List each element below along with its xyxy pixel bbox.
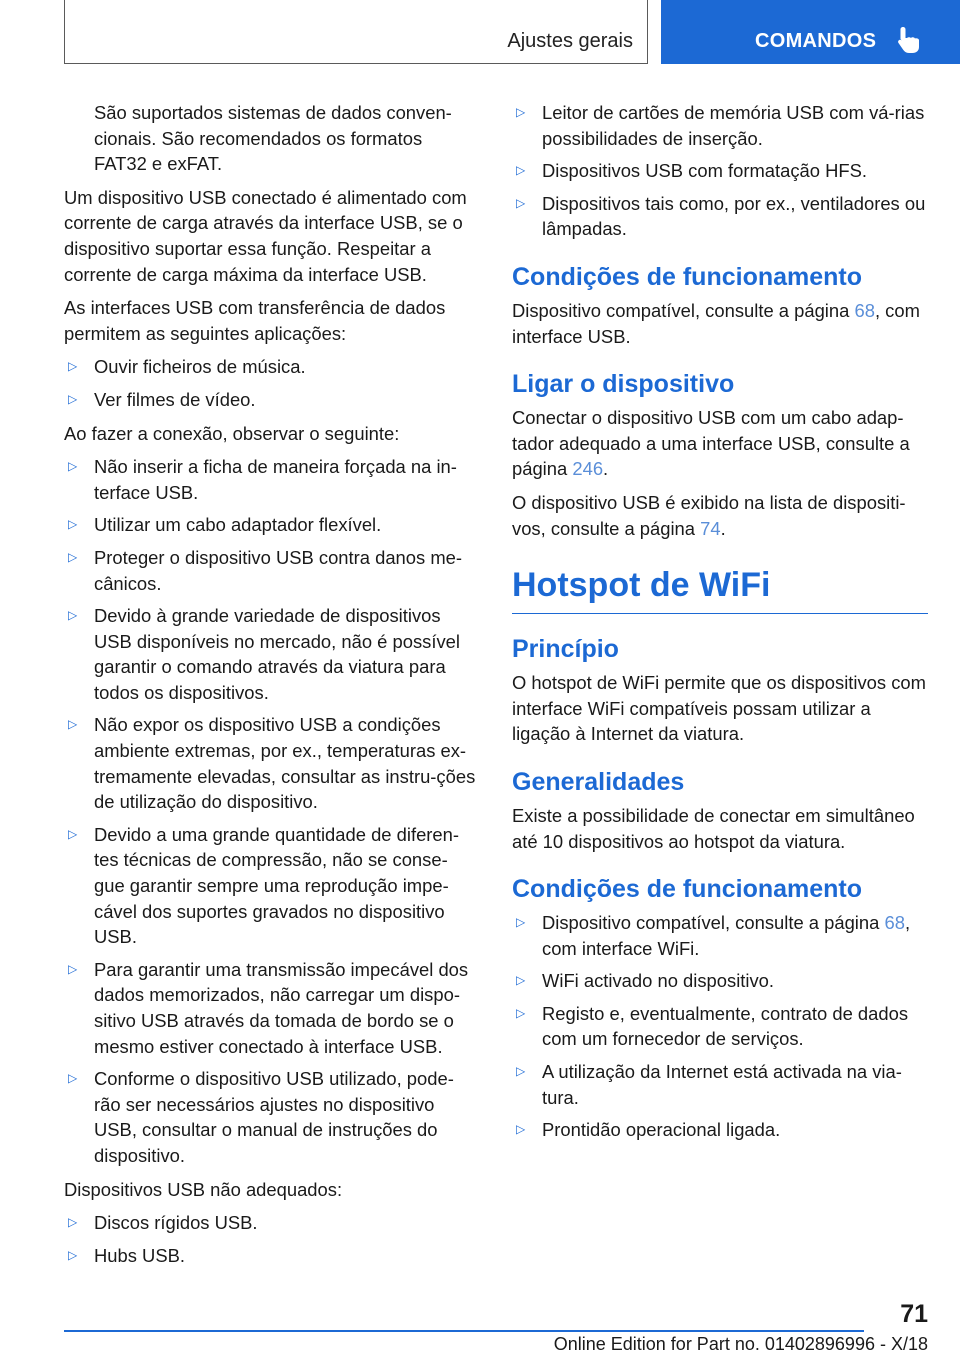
list-item: ▷ Utilizar um cabo adaptador flexível. <box>64 512 478 538</box>
paragraph-displayed: O dispositivo USB é exibido na lista de dispositi-vos, consulte a página 74. <box>512 491 906 539</box>
paragraph-unsuitable: Dispositivos USB não adequados: <box>64 1178 343 1200</box>
triangle-bullet-icon: ▷ <box>68 549 78 564</box>
triangle-bullet-icon: ▷ <box>516 915 526 930</box>
unsuitable-devices-list <box>64 1210 478 1268</box>
list-item: ▷ Ver filmes de vídeo. <box>64 387 478 413</box>
list-item: ▷ Não expor os dispositivo USB a condições ambiente extremas, por ex., temperaturas ex-tremamente elevadas, consultar as instru-ções de utilização do dispositivo. <box>68 714 476 813</box>
list-item: ▷ WiFi activado no dispositivo. <box>512 968 928 994</box>
wifi-conditions-list <box>512 910 928 1143</box>
connection-notes-list <box>64 454 478 1168</box>
triangle-bullet-icon: ▷ <box>516 973 526 988</box>
triangle-bullet-icon: ▷ <box>68 961 78 976</box>
page-link-68[interactable]: 68 <box>854 299 875 321</box>
page-link-246[interactable]: 246 <box>572 458 604 480</box>
triangle-bullet-icon: ▷ <box>68 608 78 623</box>
paragraph-compatible-usb: Dispositivo compatível, consulte a página 68, com interface USB. <box>512 299 920 347</box>
paragraph-connect: Conectar o dispositivo USB com um cabo adap-tador adequado a uma interface USB, consulte a página 246. <box>512 407 910 480</box>
page-header <box>0 0 960 66</box>
triangle-bullet-icon: ▷ <box>516 195 526 210</box>
footer-edition: Online Edition for Part no. 01402896996 - X/18 <box>553 1334 928 1354</box>
list-item: ▷ Devido a uma grande quantidade de diferen-tes técnicas de compressão, não se conse-gue garantir sempre uma reprodução impe-cável dos suportes gravados no dispositivo USB. <box>68 823 460 948</box>
page-link-68[interactable]: 68 <box>884 912 905 934</box>
list-item: ▷ Para garantir uma transmissão impecável dos dados memorizados, não carregar um dispo-sitivo USB através da tomada de bordo se o mesmo estiver conectado à interface USB. <box>68 958 469 1057</box>
hand-pointer-icon <box>897 26 923 54</box>
triangle-bullet-icon: ▷ <box>68 459 78 474</box>
heading-general: Generalidades <box>512 767 685 796</box>
heading-wifi-hotspot: Hotspot de WiFi <box>512 563 928 614</box>
paragraph-principle: O hotspot de WiFi permite que os dispositivos com interface WiFi compatíveis possam utilizar a ligação à Internet da viatura. <box>512 672 926 745</box>
unsuitable-devices-list-cont <box>512 100 928 242</box>
list-item: ▷ Prontidão operacional ligada. <box>512 1117 928 1143</box>
applications-list <box>64 354 478 412</box>
chapter-title: COMANDOS <box>755 30 877 52</box>
triangle-bullet-icon: ▷ <box>68 391 78 406</box>
triangle-bullet-icon: ▷ <box>516 1122 526 1137</box>
footer-divider <box>64 1330 864 1332</box>
page-link-74[interactable]: 74 <box>700 517 721 539</box>
list-item: ▷ Dispositivo compatível, consulte a página 68, com interface WiFi. <box>516 912 911 959</box>
list-item: ▷ Não inserir a ficha de maneira forçada na in-terface USB. <box>68 456 457 503</box>
left-column <box>64 100 478 1276</box>
triangle-bullet-icon: ▷ <box>516 105 526 119</box>
triangle-bullet-icon: ▷ <box>68 517 78 532</box>
triangle-bullet-icon: ▷ <box>68 1215 78 1230</box>
heading-operating-conditions-wifi: Condições de funcionamento <box>512 875 863 904</box>
list-item: ▷ Ouvir ficheiros de música. <box>64 354 478 380</box>
list-item: ▷ Discos rígidos USB. <box>64 1210 478 1236</box>
triangle-bullet-icon: ▷ <box>68 359 78 374</box>
triangle-bullet-icon: ▷ <box>68 1247 78 1262</box>
paragraph-connection: Ao fazer a conexão, observar o seguinte: <box>64 422 400 444</box>
paragraph-general: Existe a possibilidade de conectar em simultâneo até 10 dispositivos ao hotspot da viatura. <box>512 804 915 852</box>
triangle-bullet-icon: ▷ <box>68 1071 78 1086</box>
list-item: ▷ Dispositivos tais como, por ex., ventiladores ou lâmpadas. <box>516 192 926 240</box>
paragraph-file-systems: São suportados sistemas de dados conven-cionais. São recomendados os formatos FAT32 e exFAT. <box>94 102 452 175</box>
heading-connect-device: Ligar o dispositivo <box>512 370 735 399</box>
heading-principle: Princípio <box>512 635 619 664</box>
triangle-bullet-icon: ▷ <box>68 717 78 732</box>
triangle-bullet-icon: ▷ <box>516 1064 526 1079</box>
paragraph-applications: As interfaces USB com transferência de dados permitem as seguintes aplicações: <box>64 297 446 344</box>
triangle-bullet-icon: ▷ <box>68 826 78 841</box>
list-item: ▷ A utilização da Internet está activada na via-tura. <box>516 1061 902 1108</box>
list-item: ▷ Conforme o dispositivo USB utilizado, pode-rão ser necessários ajustes no dispositivo USB, consultar o manual de instruções do dispositivo. <box>68 1068 454 1166</box>
list-item: ▷ Hubs USB. <box>64 1243 478 1269</box>
list-item: ▷ Registo e, eventualmente, contrato de dados com um fornecedor de serviços. <box>516 1002 909 1050</box>
section-title: Ajustes gerais <box>507 30 633 52</box>
list-item: ▷ Devido à grande variedade de dispositivos USB disponíveis no mercado, não é possível garantir o comando através da viatura para todos os dispositivos. <box>68 605 460 703</box>
triangle-bullet-icon: ▷ <box>516 163 526 178</box>
right-column <box>512 100 928 1151</box>
page-number: 71 <box>900 1300 928 1328</box>
list-item: ▷ Leitor de cartões de memória USB com vá-rias possibilidades de inserção. <box>516 102 925 149</box>
paragraph-power: Um dispositivo USB conectado é alimentado com corrente de carga através da interface USB, se o dispositivo suportar essa função. Respeitar a corrente de carga máxima da interface USB. <box>64 186 467 285</box>
section-tab <box>64 0 648 64</box>
triangle-bullet-icon: ▷ <box>516 1005 526 1020</box>
heading-operating-conditions-usb: Condições de funcionamento <box>512 262 863 291</box>
chapter-tab <box>661 0 960 64</box>
list-item: ▷ Dispositivos USB com formatação HFS. <box>512 158 928 184</box>
list-item: ▷ Proteger o dispositivo USB contra danos me-cânicos. <box>68 546 462 594</box>
